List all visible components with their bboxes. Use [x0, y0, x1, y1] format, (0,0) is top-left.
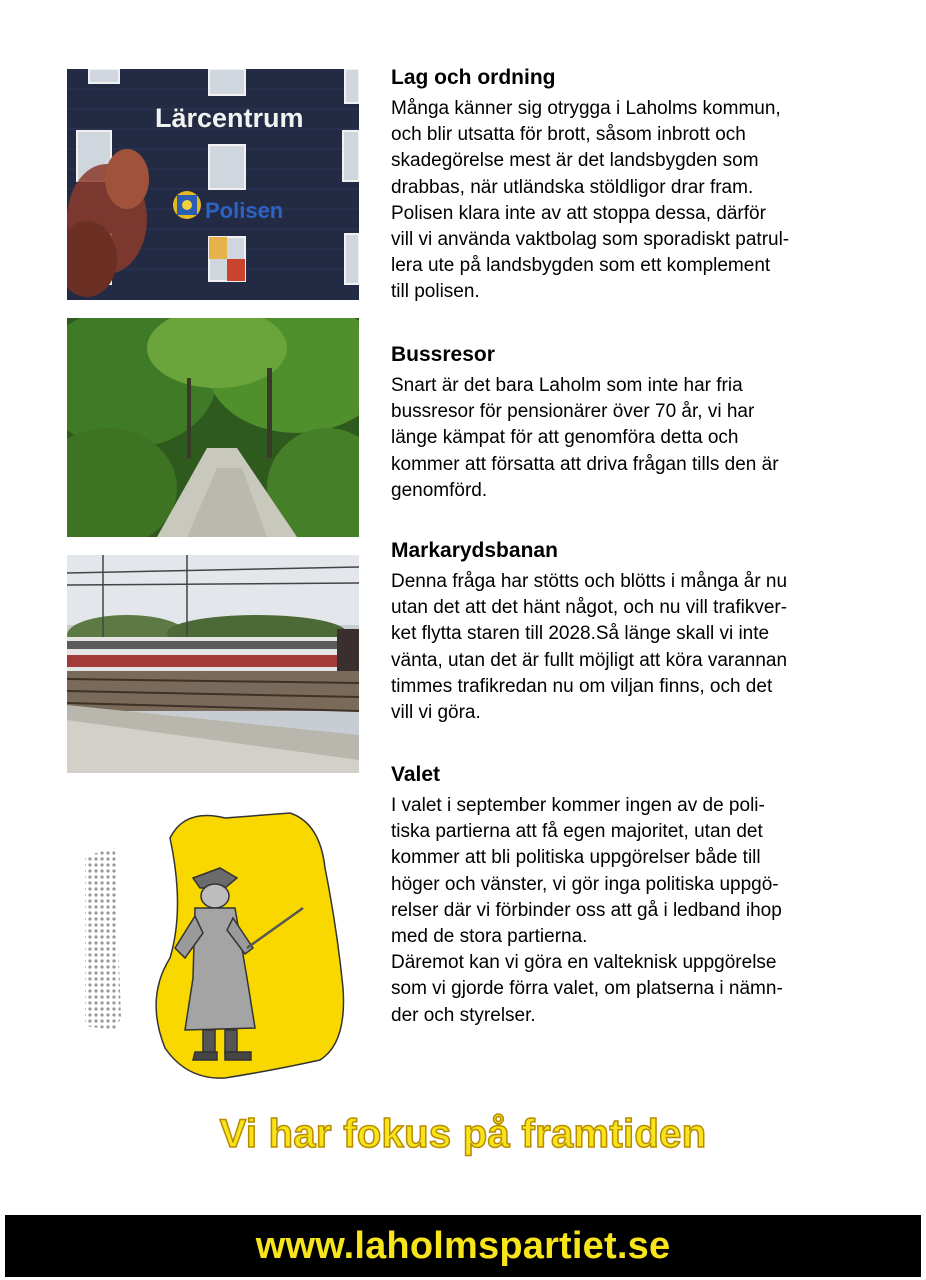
section-election — [391, 762, 861, 1029]
police-sign-text: Polisen — [205, 198, 284, 223]
slogan: Vi har fokus på framtiden — [219, 1112, 707, 1156]
section-bus-travel — [391, 342, 861, 504]
building-sign-text: Lärcentrum — [155, 103, 304, 133]
section-title: Valet — [391, 763, 441, 786]
section-body: Många känner sig otrygga i Laholms kommun, och blir utsatta för brott, såsom inbrott och skadegörelse mest är det landsbygden som drabbas, när utländska stöldligor drar fram. Polisen klara inte av att stoppa dessa, därför vill vi använda vaktbolag som sporadiskt patrul- lera ute på landsbygden som ett komplement till polisen. — [391, 98, 790, 303]
train-photo — [67, 555, 359, 773]
footer-bar — [5, 1215, 921, 1277]
section-title: Lag och ordning — [391, 66, 556, 89]
section-title: Markarydsbanan — [391, 539, 558, 562]
police-emblem-icon — [173, 191, 201, 219]
section-body: I valet i september kommer ingen av de poli- tiska partierna att få egen majoritet, utan det kommer att bli politiska uppgörelser både till höger och vänster, vi gör inga politiska uppgö- relser där vi förbinder oss att gå i ledband ihop med de stora partierna. Däremot kan vi göra en valteknisk uppgörelse som vi gjorde förra valet, om platserna i nämn- der och styrelser. — [391, 795, 783, 1026]
police-building-photo — [67, 69, 359, 300]
section-markaryd-railway — [391, 538, 861, 726]
website-link[interactable]: www.laholmspartiet.se — [255, 1224, 671, 1267]
section-body: Snart är det bara Laholm som inte har fria bussresor för pensionärer över 70 år, vi har länge kämpat för att genomföra detta och kommer att försatta att driva frågan tills den är genomförd. — [391, 375, 779, 501]
forest-path-photo — [67, 318, 359, 537]
section-law-and-order — [391, 65, 861, 306]
wanderer-illustration — [75, 808, 360, 1083]
section-body: Denna fråga har stötts och blötts i många år nu utan det att det hänt något, och nu vill trafikver- ket flytta staren till 2028.Så länge skall vi inte vänta, utan det är fullt möjligt att köra varannan timmes trafikredan nu om viljan finns, och det vill vi göra. — [391, 571, 788, 724]
section-title: Bussresor — [391, 343, 495, 366]
